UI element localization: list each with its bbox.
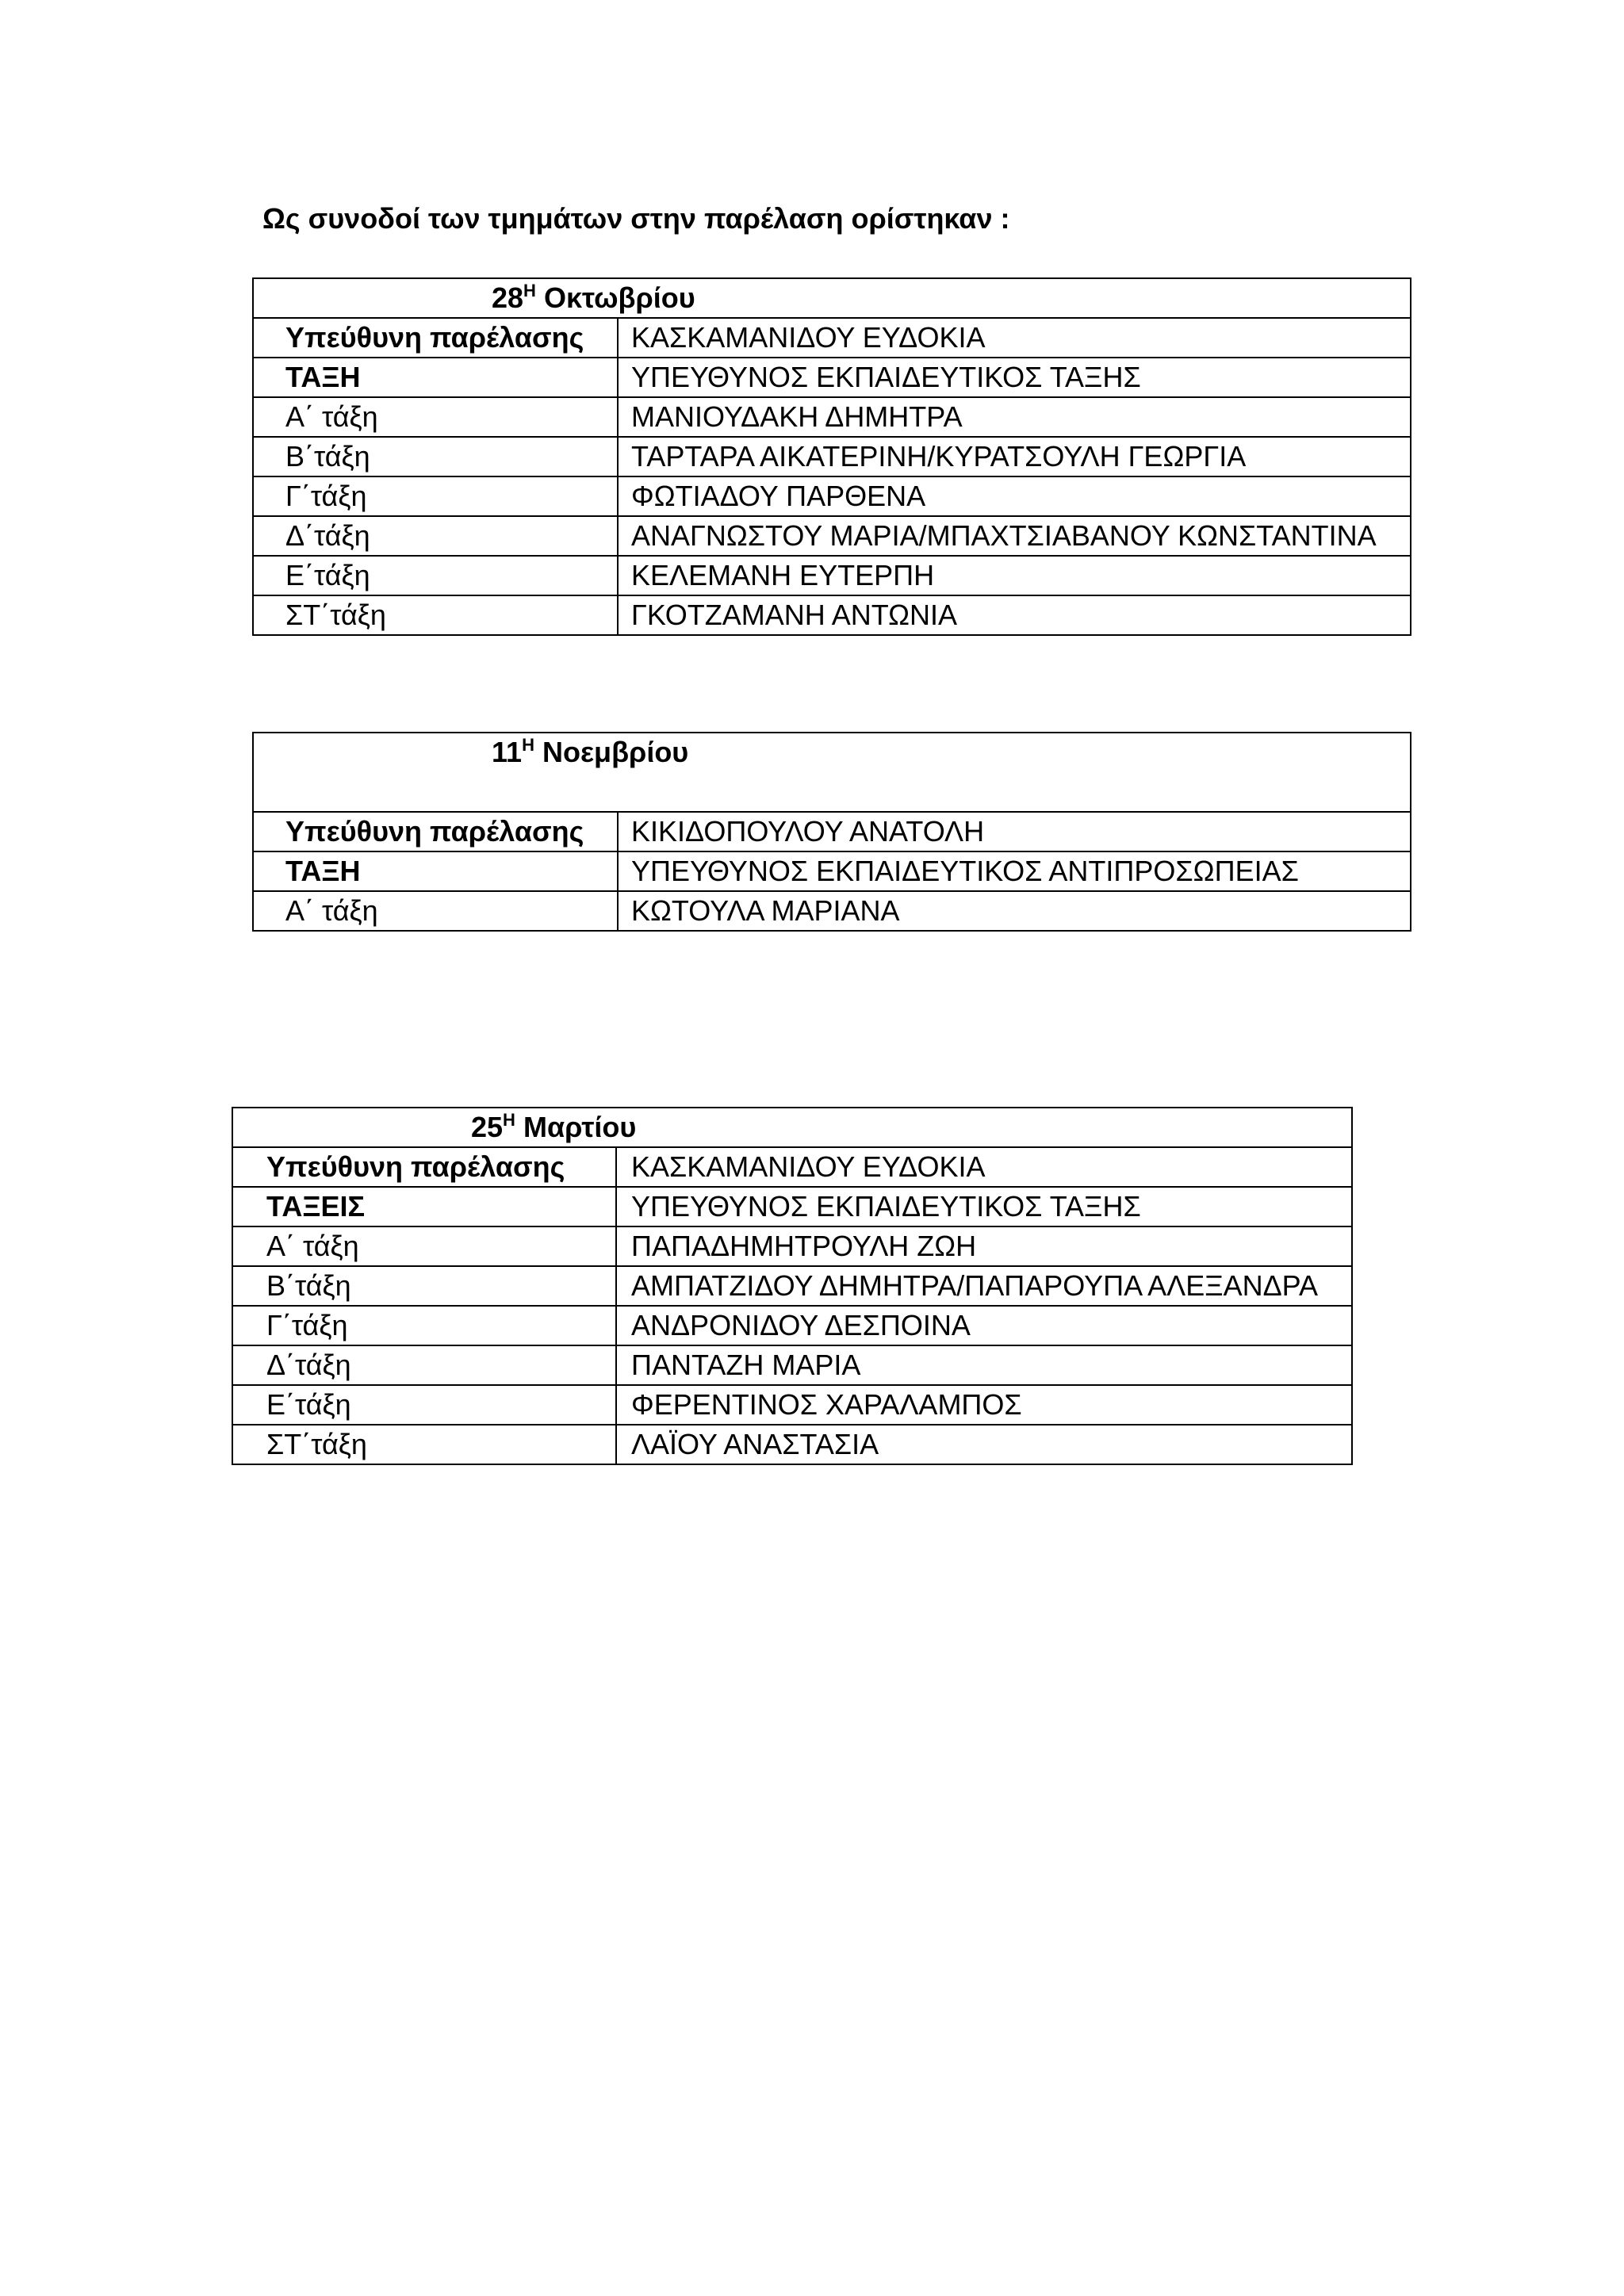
- row-value: ΥΠΕΥΘΥΝΟΣ ΕΚΠΑΙΔΕΥΤΙΚΟΣ ΤΑΞΗΣ: [616, 1187, 1352, 1226]
- title-superscript: Η: [523, 281, 536, 300]
- title-day: 28: [492, 281, 524, 314]
- table-row: [253, 476, 1411, 516]
- table-row: [232, 1147, 1352, 1187]
- row-value: ΚΑΣΚΑΜΑΝΙΔΟΥ ΕΥΔΟΚΙΑ: [616, 1147, 1352, 1187]
- title-month: Μαρτίου: [523, 1111, 637, 1143]
- row-value: ΚΕΛΕΜΑΝΗ ΕΥΤΕΡΠΗ: [618, 556, 1411, 595]
- table-row: [253, 851, 1411, 891]
- table-row: [253, 891, 1411, 931]
- table-october-28: [252, 277, 1411, 636]
- table-title: [253, 733, 1411, 812]
- row-value: ΚΑΣΚΑΜΑΝΙΔΟΥ ΕΥΔΟΚΙΑ: [618, 318, 1411, 358]
- table-november-11: [252, 732, 1411, 932]
- table-title: [253, 278, 1411, 318]
- row-label: Γ΄τάξη: [253, 476, 618, 516]
- table-row: [232, 1345, 1352, 1385]
- table-row: [253, 397, 1411, 437]
- row-value: ΑΜΠΑΤΖΙΔΟΥ ΔΗΜΗΤΡΑ/ΠΑΠΑΡΟΥΠΑ ΑΛΕΞΑΝΔΡΑ: [616, 1266, 1352, 1306]
- table-title-row: [232, 1108, 1352, 1147]
- table-row: [253, 812, 1411, 851]
- title-month: Οκτωβρίου: [543, 281, 695, 314]
- row-value: ΛΑΪΟΥ ΑΝΑΣΤΑΣΙΑ: [616, 1425, 1352, 1464]
- title-superscript: Η: [522, 735, 534, 755]
- row-value: ΜΑΝΙΟΥΔΑΚΗ ΔΗΜΗΤΡΑ: [618, 397, 1411, 437]
- row-label: ΣΤ΄τάξη: [253, 595, 618, 635]
- page-heading: Ως συνοδοί των τμημάτων στην παρέλαση ορίστηκαν :: [262, 202, 1010, 235]
- row-value: ΑΝΔΡΟΝΙΔΟΥ ΔΕΣΠΟΙΝΑ: [616, 1306, 1352, 1345]
- row-label: ΣΤ΄τάξη: [232, 1425, 616, 1464]
- row-label: Δ΄τάξη: [232, 1345, 616, 1385]
- table-row: [232, 1425, 1352, 1464]
- title-month: Νοεμβρίου: [542, 736, 689, 768]
- row-value: ΦΩΤΙΑΔΟΥ ΠΑΡΘΕΝΑ: [618, 476, 1411, 516]
- row-value: ΚΩΤΟΥΛΑ ΜΑΡΙΑΝΑ: [618, 891, 1411, 931]
- row-label: ΤΑΞΗ: [253, 358, 618, 397]
- row-label: ΤΑΞΕΙΣ: [232, 1187, 616, 1226]
- title-day: 25: [471, 1111, 504, 1143]
- table-row: [232, 1385, 1352, 1425]
- table-row: [253, 595, 1411, 635]
- table-row: [232, 1266, 1352, 1306]
- table-march-25: [232, 1107, 1353, 1465]
- row-value: ΤΑΡΤΑΡΑ ΑΙΚΑΤΕΡΙΝΗ/ΚΥΡΑΤΣΟΥΛΗ ΓΕΩΡΓΙΑ: [618, 437, 1411, 476]
- title-day: 11: [492, 736, 523, 768]
- table-row: [232, 1187, 1352, 1226]
- table-row: [232, 1306, 1352, 1345]
- row-label: Ε΄τάξη: [232, 1385, 616, 1425]
- row-label: Υπεύθυνη παρέλασης: [253, 812, 618, 851]
- row-label: Α΄ τάξη: [253, 891, 618, 931]
- row-value: ΚΙΚΙΔΟΠΟΥΛΟΥ ΑΝΑΤΟΛΗ: [618, 812, 1411, 851]
- table-row: [253, 358, 1411, 397]
- row-label: ΤΑΞΗ: [253, 851, 618, 891]
- row-value: ΠΑΝΤΑΖΗ ΜΑΡΙΑ: [616, 1345, 1352, 1385]
- table-row: [232, 1226, 1352, 1266]
- row-label: Ε΄τάξη: [253, 556, 618, 595]
- row-label: Α΄ τάξη: [232, 1226, 616, 1266]
- table-row: [253, 437, 1411, 476]
- table-row: [253, 556, 1411, 595]
- row-label: Δ΄τάξη: [253, 516, 618, 556]
- row-label: Υπεύθυνη παρέλασης: [232, 1147, 616, 1187]
- title-superscript: Η: [503, 1110, 515, 1130]
- table-title: [232, 1108, 1352, 1147]
- table-title-row: [253, 733, 1411, 812]
- row-value: ΦΕΡΕΝΤΙΝΟΣ ΧΑΡΑΛΑΜΠΟΣ: [616, 1385, 1352, 1425]
- row-value: ΠΑΠΑΔΗΜΗΤΡΟΥΛΗ ΖΩΗ: [616, 1226, 1352, 1266]
- row-label: Α΄ τάξη: [253, 397, 618, 437]
- row-value: ΑΝΑΓΝΩΣΤΟΥ ΜΑΡΙΑ/ΜΠΑΧΤΣΙΑΒΑΝΟΥ ΚΩΝΣΤΑΝΤΙΝΑ: [618, 516, 1411, 556]
- row-label: Υπεύθυνη παρέλασης: [253, 318, 618, 358]
- table-title-row: [253, 278, 1411, 318]
- table-row: [253, 516, 1411, 556]
- table-row: [253, 318, 1411, 358]
- row-label: Β΄τάξη: [253, 437, 618, 476]
- row-value: ΓΚΟΤΖΑΜΑΝΗ ΑΝΤΩΝΙΑ: [618, 595, 1411, 635]
- row-value: ΥΠΕΥΘΥΝΟΣ ΕΚΠΑΙΔΕΥΤΙΚΟΣ ΤΑΞΗΣ: [618, 358, 1411, 397]
- row-value: ΥΠΕΥΘΥΝΟΣ ΕΚΠΑΙΔΕΥΤΙΚΟΣ ΑΝΤΙΠΡΟΣΩΠΕΙΑΣ: [618, 851, 1411, 891]
- row-label: Β΄τάξη: [232, 1266, 616, 1306]
- row-label: Γ΄τάξη: [232, 1306, 616, 1345]
